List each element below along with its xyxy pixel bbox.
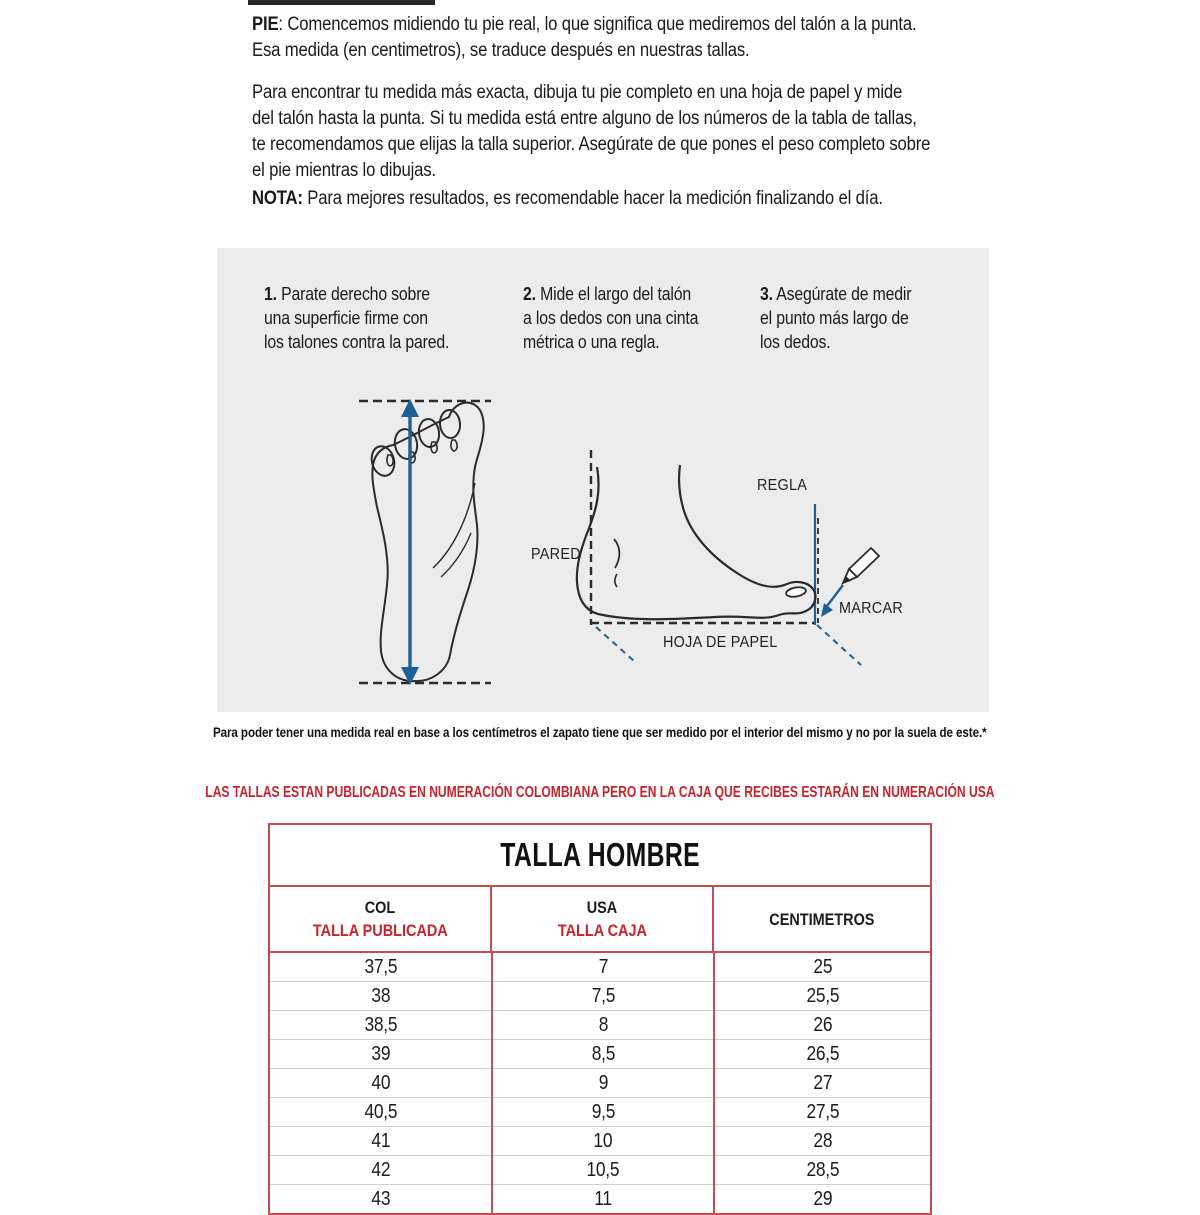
size-table-header-row: [270, 887, 930, 953]
size-cell: 37,5: [270, 953, 492, 982]
size-cell: 39: [270, 1040, 492, 1069]
table-row: [270, 1127, 930, 1156]
size-cell: 40: [270, 1069, 492, 1098]
pencil-icon: [843, 548, 879, 583]
sizing-notice-wrap: [0, 784, 1200, 802]
foot-sole-measure-diagram-icon: [353, 393, 495, 691]
size-cell: 27,5: [714, 1098, 930, 1127]
pie-label: PIE: [252, 14, 279, 35]
size-cell: 9,5: [492, 1098, 714, 1127]
nota-label: NOTA:: [252, 188, 303, 209]
table-row: [270, 1011, 930, 1040]
instruction-step-1: 1. Parate derecho sobre una superficie firme con los talones contra la pared.: [264, 284, 450, 352]
size-cell: 26: [714, 1011, 930, 1040]
intro-line: Para encontrar tu medida más exacta, dibuja tu pie completo en una hoja de papel y mide: [252, 82, 903, 103]
table-row: [270, 1185, 930, 1214]
measurement-caption-wrap: [0, 724, 1200, 742]
nota-paragraph: NOTA: Para mejores resultados, es recomendable hacer la medición finalizando el día.: [252, 188, 883, 209]
size-cell: 27: [714, 1069, 930, 1098]
table-row: [270, 1069, 930, 1098]
hoja-de-papel-label: HOJA DE PAPEL: [663, 634, 778, 651]
step-number: 3.: [760, 284, 773, 304]
sizing-notice: LAS TALLAS ESTAN PUBLICADAS EN NUMERACIÓN COLOMBIANA PERO EN LA CAJA QUE RECIBES ESTARÁN EN NUMERACIÓN USA: [205, 784, 995, 801]
intro-line: Esa medida (en centimetros), se traduce después en nuestras tallas.: [252, 40, 750, 61]
intro-line: el pie mientras lo dibujas.: [252, 160, 436, 181]
size-cell: 40,5: [270, 1098, 492, 1127]
table-row: [270, 1156, 930, 1185]
marcar-label: MARCAR: [839, 600, 904, 617]
size-cell: 7,5: [492, 982, 714, 1011]
cutoff-heading-fragment: [248, 0, 435, 5]
size-cell: 11: [492, 1185, 714, 1214]
table-row: [270, 1040, 930, 1069]
table-row: [270, 953, 930, 982]
size-cell: 26,5: [714, 1040, 930, 1069]
size-cell: 10: [492, 1127, 714, 1156]
size-table-title: TALLA HOMBRE: [500, 836, 700, 873]
size-cell: 9: [492, 1069, 714, 1098]
size-cell: 28,5: [714, 1156, 930, 1185]
column-header-usa: USA TALLA CAJA: [492, 887, 714, 951]
size-table-title-row: [270, 825, 930, 887]
size-cell: 7: [492, 953, 714, 982]
size-cell: 38: [270, 982, 492, 1011]
intro-paragraph-pie: [252, 12, 916, 64]
size-cell: 29: [714, 1185, 930, 1214]
intro-line: te recomendamos que elijas la talla superior. Asegúrate de que pones el peso completo sobre: [252, 134, 931, 155]
measurement-caption: Para poder tener una medida real en base a los centímetros el zapato tiene que ser medido por el interior del mismo y no por la suela de este.*: [213, 725, 987, 740]
size-cell: 28: [714, 1127, 930, 1156]
intro-line: PIE: Comencemos midiendo tu pie real, lo que significa que mediremos del talón a la punta.: [252, 14, 917, 35]
step-number: 2.: [523, 284, 536, 304]
size-cell: 10,5: [492, 1156, 714, 1185]
size-cell: 8,5: [492, 1040, 714, 1069]
size-table: [268, 823, 932, 1215]
instruction-step-3: 3. Asegúrate de medir el punto más largo de los dedos.: [760, 284, 912, 352]
size-cell: 38,5: [270, 1011, 492, 1040]
step-number: 1.: [264, 284, 277, 304]
size-cell: 43: [270, 1185, 492, 1214]
intro-line: del talón hasta la punta. Si tu medida está entre alguno de los números de la tabla de tallas,: [252, 108, 917, 129]
size-cell: 8: [492, 1011, 714, 1040]
table-row: [270, 1098, 930, 1127]
size-table-body: [270, 953, 930, 1213]
column-header-col: COL TALLA PUBLICADA: [270, 887, 492, 951]
instruction-step-2: 2. Mide el largo del talón a los dedos con una cinta métrica o una regla.: [523, 284, 699, 352]
size-cell: 41: [270, 1127, 492, 1156]
size-table-rows: [270, 953, 930, 1213]
regla-label: REGLA: [757, 477, 808, 494]
table-row: [270, 982, 930, 1011]
size-cell: 25,5: [714, 982, 930, 1011]
size-cell: 42: [270, 1156, 492, 1185]
pared-label: PARED: [531, 546, 581, 563]
size-cell: 25: [813, 955, 832, 978]
column-header-centimetros: CENTIMETROS: [769, 909, 875, 929]
intro-paragraph-measure: [252, 80, 930, 184]
